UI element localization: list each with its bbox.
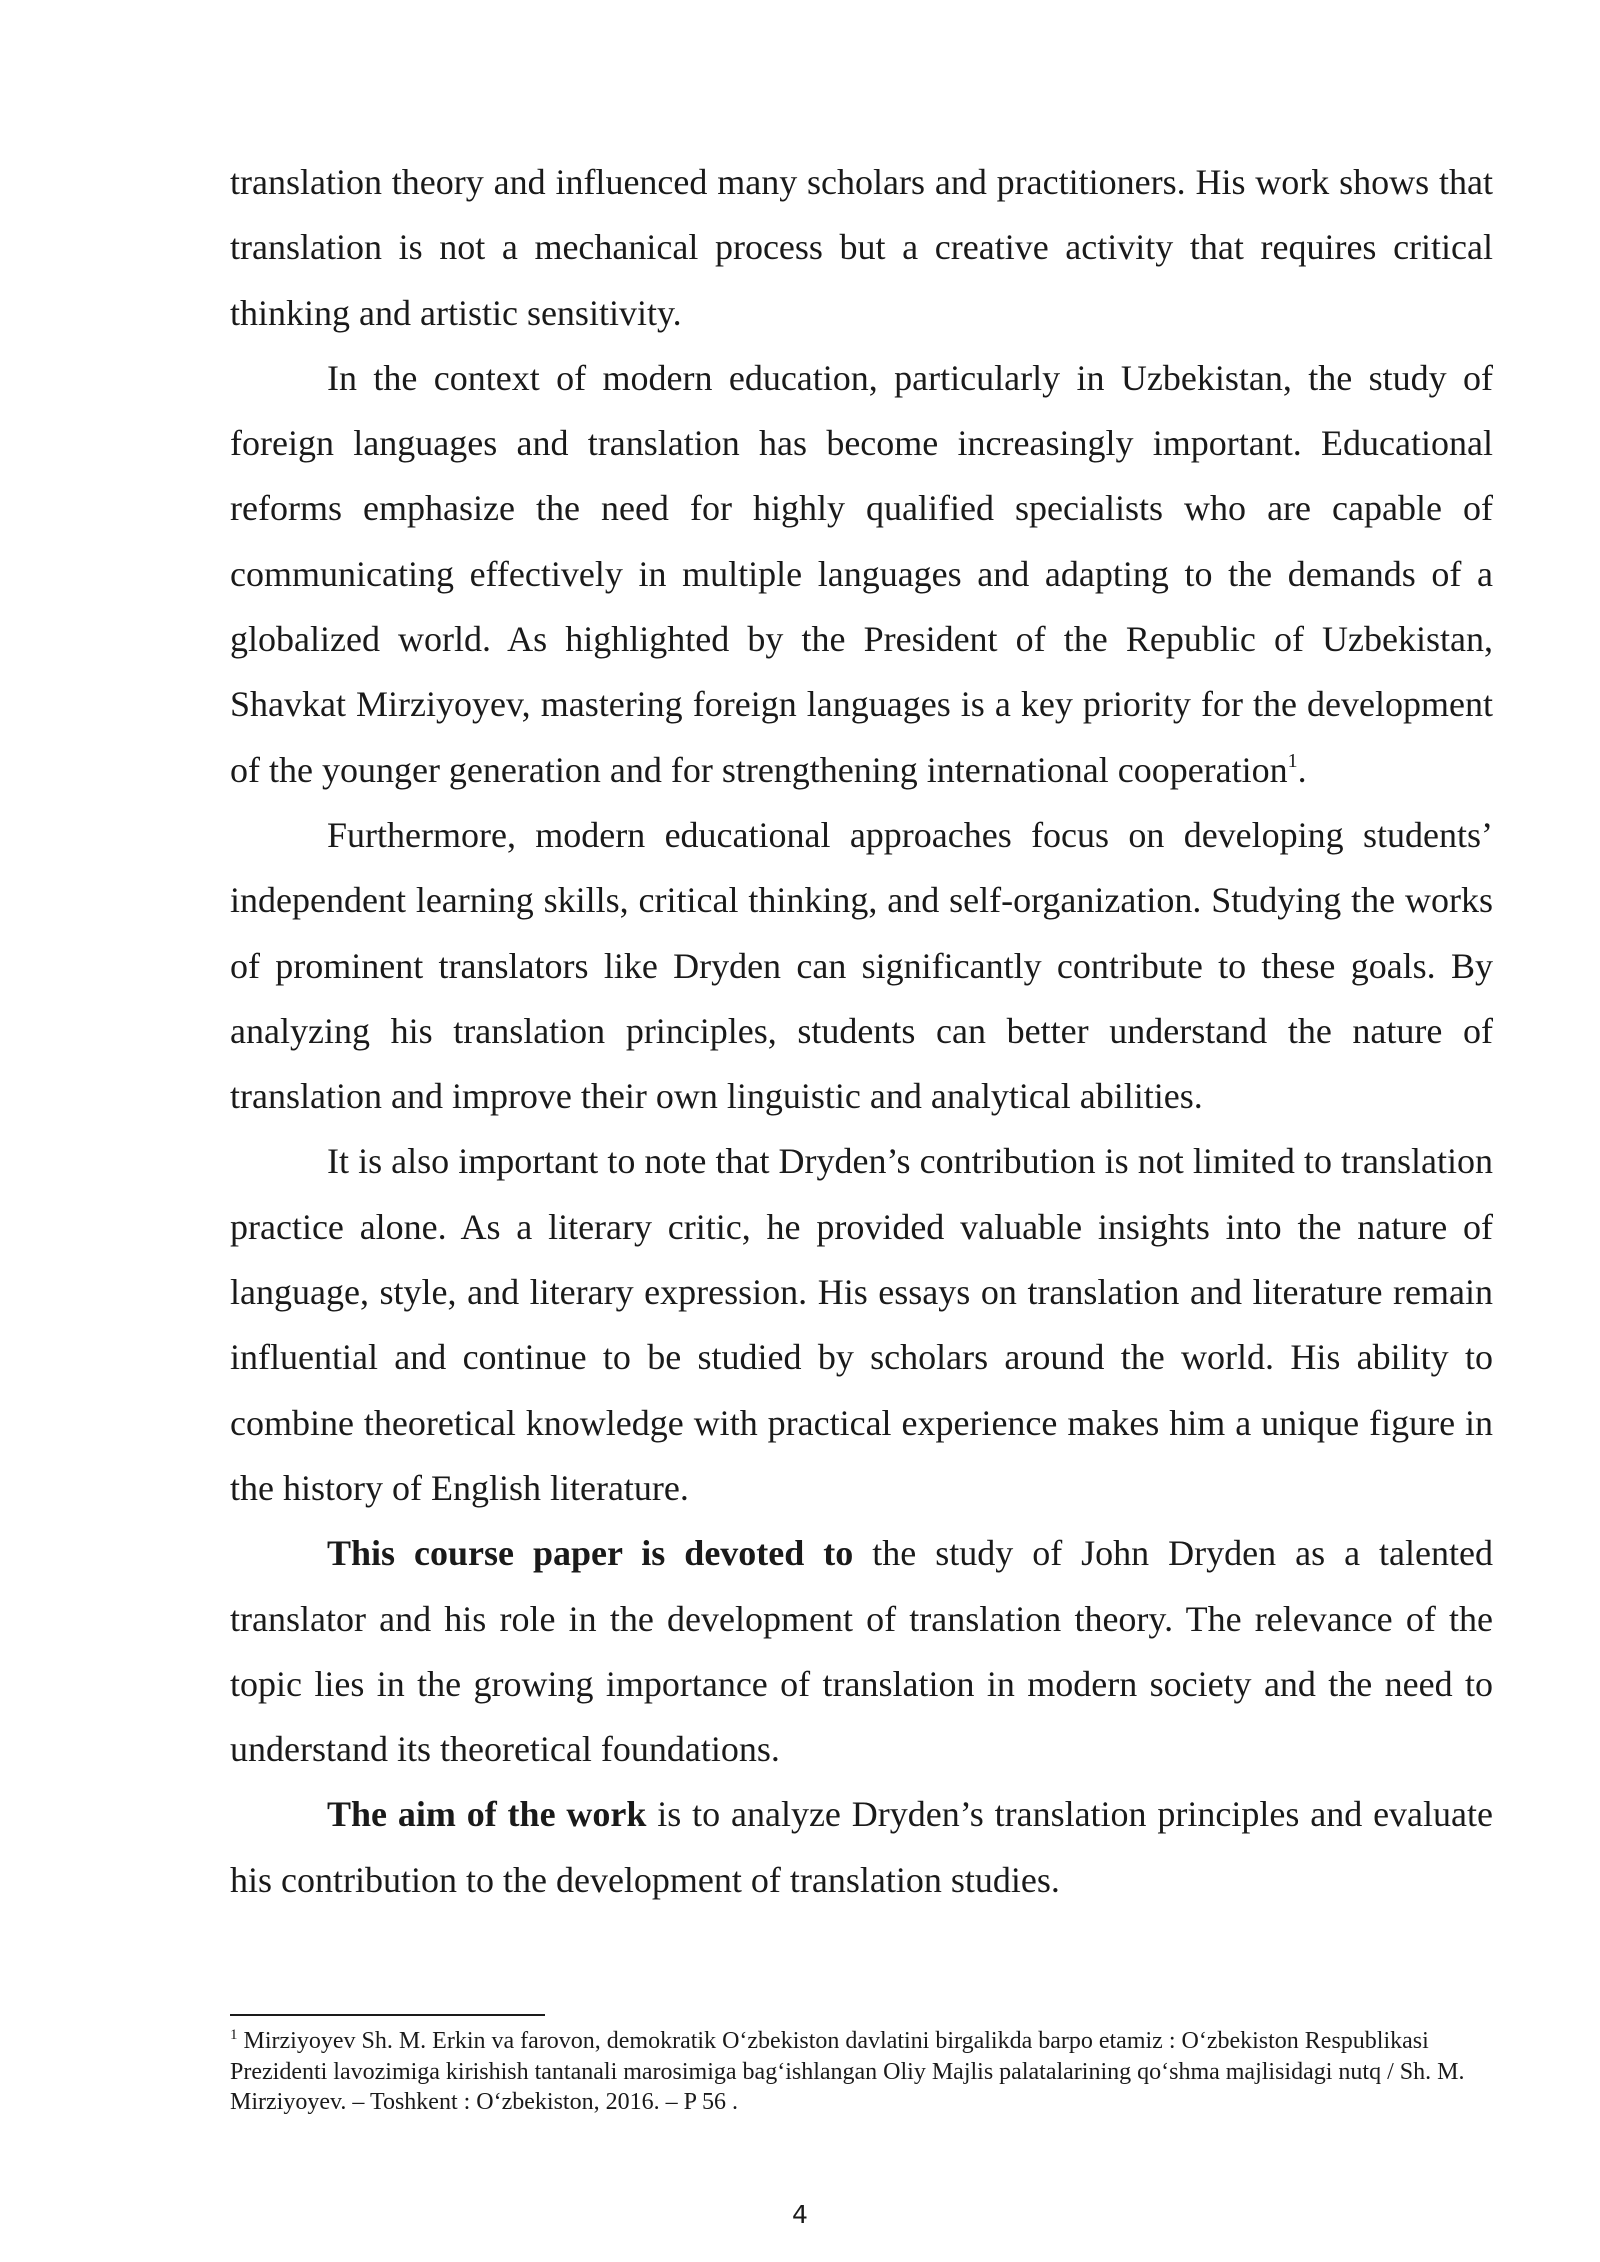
- bold-lead-phrase: The aim of the work: [327, 1794, 647, 1835]
- document-body: [230, 150, 1493, 1913]
- paragraph-text: It is also important to note that Dryden’s contribution is not limited to translation practice alone. As a literary critic, he provided valuable insights into the nature of language, style, and literary expression. His essays on translation and literature remain influential and continue to be studied by scholars around the world. His ability to combine theoretical knowledge with practical experience makes him a unique figure in the history of English literature.: [230, 1141, 1493, 1508]
- bold-lead-phrase: This course paper is devoted to: [327, 1533, 854, 1574]
- footnote-reference[interactable]: 1: [1287, 749, 1298, 772]
- paragraph-text: Furthermore, modern educational approaches focus on developing students’ independent learning skills, critical thinking, and self-organization. Studying the works of prominent translators like Dryden can significantly contribute to these goals. By analyzing his translation principles, students can better understand the nature of translation and improve their own linguistic and analytical abilities.: [230, 814, 1493, 1117]
- paragraph-course-paper-devoted: [230, 1521, 1493, 1782]
- footnote-marker: 1: [230, 2027, 238, 2043]
- paragraph-text: the study of John Dryden as a talented translator and his role in the development of translation theory. The relevance of the topic lies in the growing importance of translation in modern society and the need to understand its theoretical foundations.: [230, 1533, 1493, 1770]
- paragraph-aim-of-work: [230, 1782, 1493, 1913]
- footnote-separator: [230, 2014, 545, 2016]
- paragraph-continuation: [230, 150, 1493, 346]
- footnote: [230, 2026, 1493, 2118]
- paragraph-text: is to analyze Dryden’s translation principles and evaluate his contribution to the development of translation studies.: [230, 1794, 1493, 1900]
- page-number: 4: [792, 2200, 808, 2229]
- paragraph-educational-approaches: [230, 803, 1493, 1129]
- paragraph-text: translation theory and influenced many scholars and practitioners. His work shows that translation is not a mechanical process but a creative activity that requires critical thinking and artistic sensitivity.: [230, 162, 1493, 333]
- paragraph-modern-education: [230, 346, 1493, 803]
- footnote-text: Mirziyoyev Sh. M. Erkin va farovon, demokratik O‘zbekiston davlatini birgalikda barpo etamiz : O‘zbekiston Respublikasi Prezidenti lavozimiga kirishish tantanali marosimiga bag‘ishlangan Oliy Majlis palatalarining qo‘shma majlisidagi nutq / Sh. M. Mirziyoyev. – Toshkent : O‘zbekiston, 2016. – P 56 .: [230, 2028, 1465, 2115]
- paragraph-tail: .: [1297, 749, 1307, 790]
- paragraph-dryden-contribution: [230, 1129, 1493, 1521]
- paragraph-text: In the context of modern education, particularly in Uzbekistan, the study of foreign languages and translation has become increasingly important. Educational reforms emphasize the need for highly qualified specialists who are capable of communicating effectively in multiple languages and adapting to the demands of a globalized world. As highlighted by the President of the Republic of Uzbekistan, Shavkat Mirziyoyev, mastering foreign languages is a key priority for the development of the younger generation and for strengthening international cooperation: [230, 357, 1493, 790]
